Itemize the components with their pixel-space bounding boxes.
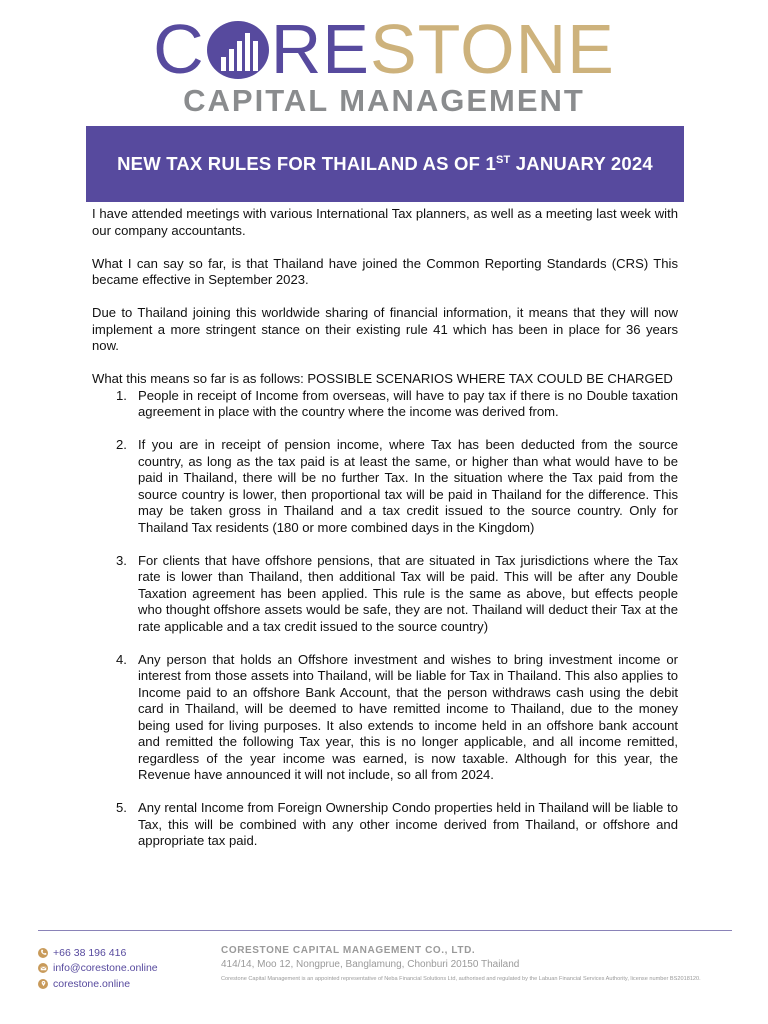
logo-subtitle: CAPITAL MANAGEMENT (183, 83, 585, 118)
email-icon (38, 963, 48, 973)
footer-company-info (221, 945, 701, 982)
footer-divider (38, 930, 732, 931)
list-item: 1. People in receipt of Income from overseas, will have to pay tax if there is no Double taxation agreement in place with the country where the income was derived from. (116, 387, 678, 419)
list-item: 4. Any person that holds an Offshore investment and wishes to bring investment income or interest from those assets into Thailand, will be liable for Tax in Thailand. This also applies to Income paid to an offshore Bank Account, that the person withdraws cash using the debit card in Thailand, will be deemed to have remitted income to Thailand, due to the money being used for living purposes. It also extends to income held in an offshore bank account and remitted the following Tax year, this is no longer applicable, and all income remitted, regardless of the year income was earned, is now taxable. Although for this year, the Revenue have announced it will not include, so all from 2024. (116, 651, 678, 782)
scenario-list (92, 388, 678, 850)
company-name: CORESTONE CAPITAL MANAGEMENT CO., LTD. (221, 945, 476, 956)
scenarios-intro: What this means so far is as follows: POSSIBLE SCENARIOS WHERE TAX COULD BE CHARGED (92, 371, 673, 386)
paragraph-2: What I can say so far, is that Thailand have joined the Common Reporting Standards (CRS) This became effective in September 2023. (92, 255, 678, 287)
legal-disclaimer: Corestone Capital Management is an appointed representative of Neba Financial Solutions Ltd, authorised and regulated by the Labuan Financial Services Authority, license number BS2018120. (221, 976, 701, 982)
company-address: 414/14, Moo 12, Nongprue, Banglamung, Chonburi 20150 Thailand (221, 959, 520, 970)
website-link: corestone.online (53, 977, 131, 990)
list-item: 3. For clients that have offshore pensions, that are situated in Tax jurisdictions where the Tax rate is lower than Thailand, then additional Tax will be paid. This will be after any Double Taxation agreement has been applied. This rule is the same as above, but effects people who thought offshore assets would be safe, they are not. Thailand will deduct their Tax at the rate applicable and a tax credit issued to the source country) (116, 552, 678, 634)
list-item: 2. If you are in receipt of pension income, where Tax has been deducted from the source country, as long as the tax paid is at least the same, or higher than what would have to be paid in Thailand, there will be no further Tax. In the situation where the Tax paid from the source country is lower, then proportional tax will be paid in Thailand for the difference. This may be taken gross in Thailand and a tax credit issued to the source country. Only for Thailand Tax residents (180 or more combined days in the Kingdom) (116, 437, 678, 535)
website-row[interactable] (38, 976, 158, 992)
page-title: NEW TAX RULES FOR THAILAND AS OF 1ST JANUARY 2024 (117, 153, 653, 174)
logo-wordmark (0, 12, 768, 86)
footer-contacts (38, 945, 158, 992)
list-item: 5. Any rental Income from Foreign Ownership Condo properties held in Thailand will be liable to Tax, this will be combined with any other income derived from Thailand, or offshore and appropriate tax paid. (116, 800, 678, 848)
logo-word-part1: C (153, 10, 205, 88)
logo-chart-icon (207, 21, 269, 79)
paragraph-3: Due to Thailand joining this worldwide sharing of financial information, it means that they will now implement a more stringent stance on their existing rule 41 which has been in place for 36 years now. (92, 305, 678, 353)
phone-number: +66 38 196 416 (53, 946, 127, 959)
logo-word-part3: STONE (369, 10, 615, 88)
company-logo (0, 12, 768, 118)
title-banner (86, 126, 684, 202)
email-row[interactable] (38, 961, 158, 977)
phone-icon (38, 948, 48, 958)
document-body (92, 206, 678, 866)
phone-row[interactable] (38, 945, 158, 961)
email-address: info@corestone.online (53, 962, 158, 975)
paragraph-1: I have attended meetings with various International Tax planners, as well as a meeting last week with our company accountants. (92, 206, 678, 238)
location-icon (38, 979, 48, 989)
logo-word-part2: RE (270, 10, 370, 88)
